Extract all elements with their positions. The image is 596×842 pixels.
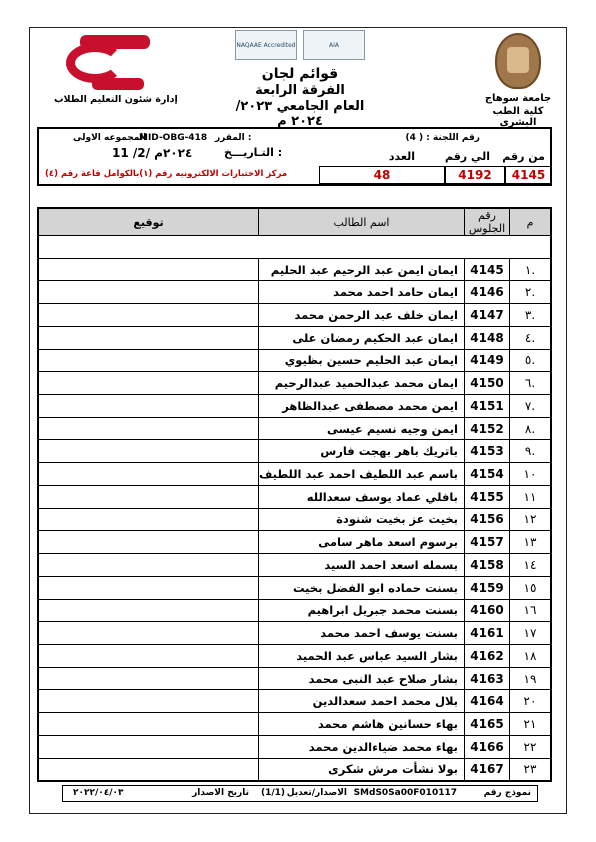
row-index: .٩: [510, 440, 552, 463]
row-seat-number: 4151: [465, 395, 510, 418]
row-student-name: ايمن وجيه نسيم عيسى: [258, 417, 464, 440]
row-student-name: بخيت عز بخيت شنودة: [258, 508, 464, 531]
row-index: ١٨: [510, 644, 552, 667]
table-row: [38, 735, 551, 758]
row-student-name: برسوم اسعد ماهر سامى: [258, 531, 464, 554]
row-seat-number: 4157: [465, 531, 510, 554]
date-value: 11 /2/ ٢٠٢٤م: [112, 146, 193, 160]
group-name: المجموعه الاولى: [73, 133, 147, 143]
row-seat-number: 4163: [465, 667, 510, 690]
row-student-name: ايمان محمد عبدالحميد عبدالرحيم: [258, 372, 464, 395]
row-signature-cell: [38, 599, 258, 622]
row-seat-number: 4149: [465, 349, 510, 372]
table-header-row: [38, 208, 551, 236]
grade-title: الفرقة الرابعة: [255, 83, 345, 98]
row-student-name: بشار صلاح عبد النبى محمد: [258, 667, 464, 690]
row-signature-cell: [38, 395, 258, 418]
table-row: [38, 622, 551, 645]
edition-label: الاصدار/تعديل: [286, 788, 347, 798]
row-student-name: ايمان عبد الحليم حسين بظيوي: [258, 349, 464, 372]
table-row: [38, 417, 551, 440]
row-student-name: بسمله اسعد احمد السيد: [258, 554, 464, 577]
row-student-name: بهاء حسانين هاشم محمد: [258, 713, 464, 736]
document-title-block: [220, 30, 380, 129]
table-row: [38, 690, 551, 713]
issue-date-value: ٢٠٢٢/٠٤/٠٣: [73, 788, 124, 798]
row-signature-cell: [38, 758, 258, 781]
table-row: [38, 440, 551, 463]
exam-info-box: [37, 127, 552, 186]
row-student-name: ايمن محمد مصطفى عبدالظاهر: [258, 395, 464, 418]
model-value: SMdS0Sa00F010117: [353, 788, 457, 798]
academic-year: العام الجامعي ٢٠٢٣/ ٢٠٢٤ م: [235, 99, 365, 129]
students-table: [37, 207, 552, 782]
table-row: [38, 667, 551, 690]
university-name: جامعة سوهاج: [484, 93, 552, 104]
row-seat-number: 4160: [465, 599, 510, 622]
from-label: من رقم: [502, 150, 545, 163]
accreditation-logo-icon: NAQAAE Accredited: [235, 30, 297, 60]
table-row: [38, 758, 551, 781]
count-value: 48: [319, 166, 445, 184]
row-seat-number: 4166: [465, 735, 510, 758]
row-signature-cell: [38, 531, 258, 554]
row-student-name: بسنت محمد جبريل ابراهيم: [258, 599, 464, 622]
row-index: ٢١: [510, 713, 552, 736]
row-index: ١٦: [510, 599, 552, 622]
row-student-name: ايمان ايمن عبد الرحيم عبد الحليم: [258, 258, 464, 281]
table-row: [38, 326, 551, 349]
row-seat-number: 4150: [465, 372, 510, 395]
row-seat-number: 4158: [465, 554, 510, 577]
faculty-logo-icon: [58, 35, 150, 90]
row-signature-cell: [38, 508, 258, 531]
row-signature-cell: [38, 667, 258, 690]
course-label: المقرر :: [215, 133, 252, 143]
department-name: إدارة شئون التعليم الطلاب: [54, 94, 178, 105]
table-row: [38, 258, 551, 281]
row-index: .٣: [510, 304, 552, 327]
row-index: ١٠: [510, 463, 552, 486]
row-student-name: باتريك باهر بهجت فارس: [258, 440, 464, 463]
row-seat-number: 4146: [465, 281, 510, 304]
accreditation-logos: [220, 30, 380, 60]
table-row: [38, 485, 551, 508]
row-index: .٦: [510, 372, 552, 395]
col-header-sign: توقيع: [38, 208, 258, 236]
count-label: العدد: [388, 150, 415, 163]
row-index: .٧: [510, 395, 552, 418]
university-header: [478, 33, 558, 128]
table-row: [38, 463, 551, 486]
row-index: .٤: [510, 326, 552, 349]
row-seat-number: 4148: [465, 326, 510, 349]
table-row: [38, 713, 551, 736]
row-student-name: بافلي عماد يوسف سعدالله: [258, 485, 464, 508]
col-header-seat: رقم الجلوس: [465, 208, 510, 236]
row-index: ٢٠: [510, 690, 552, 713]
row-student-name: ايمان خلف عبد الرحمن محمد: [258, 304, 464, 327]
row-seat-number: 4154: [465, 463, 510, 486]
row-index: .٨: [510, 417, 552, 440]
row-seat-number: 4167: [465, 758, 510, 781]
row-signature-cell: [38, 326, 258, 349]
row-student-name: بشار السيد عباس عبد الحميد: [258, 644, 464, 667]
row-seat-number: 4152: [465, 417, 510, 440]
edition-value: (1/1): [260, 788, 285, 798]
row-signature-cell: [38, 644, 258, 667]
from-value: 4145: [505, 166, 552, 184]
row-index: ١٩: [510, 667, 552, 690]
table-row: [38, 531, 551, 554]
university-seal-icon: [495, 33, 541, 89]
row-signature-cell: [38, 258, 258, 281]
row-index: ١١: [510, 485, 552, 508]
course-code: MID-OBG-418: [139, 133, 208, 143]
date-label: التـاريـــخ :: [224, 146, 283, 159]
to-value: 4192: [445, 166, 505, 184]
row-signature-cell: [38, 576, 258, 599]
issue-date-label: تاريخ الاصدار: [192, 788, 249, 798]
col-header-m: م: [510, 208, 552, 236]
row-signature-cell: [38, 713, 258, 736]
row-student-name: ايمان عبد الحكيم رمضان على: [258, 326, 464, 349]
table-row: [38, 349, 551, 372]
table-row: [38, 644, 551, 667]
table-spacer-row: [38, 236, 551, 259]
committee-number: رقم اللجنة : ( 4): [405, 133, 480, 143]
row-index: .١: [510, 258, 552, 281]
table-row: [38, 554, 551, 577]
row-signature-cell: [38, 690, 258, 713]
row-seat-number: 4153: [465, 440, 510, 463]
row-signature-cell: [38, 372, 258, 395]
row-signature-cell: [38, 485, 258, 508]
col-header-name: اسم الطالب: [258, 208, 464, 236]
row-signature-cell: [38, 622, 258, 645]
row-index: ١٥: [510, 576, 552, 599]
department-header: [54, 35, 178, 105]
row-signature-cell: [38, 735, 258, 758]
row-index: .٢: [510, 281, 552, 304]
to-label: الي رقم: [444, 150, 490, 163]
table-row: [38, 372, 551, 395]
row-signature-cell: [38, 304, 258, 327]
model-label: نموذج رقم: [483, 788, 531, 798]
row-signature-cell: [38, 440, 258, 463]
aia-logo-icon: AIA: [303, 30, 365, 60]
row-seat-number: 4164: [465, 690, 510, 713]
row-seat-number: 4159: [465, 576, 510, 599]
row-student-name: بولا نشأت مرش شكرى: [258, 758, 464, 781]
table-row: [38, 576, 551, 599]
page-title: قوائم لجان: [261, 66, 339, 82]
row-seat-number: 4155: [465, 485, 510, 508]
row-student-name: بهاء محمد ضياءالدين محمد: [258, 735, 464, 758]
row-signature-cell: [38, 463, 258, 486]
row-seat-number: 4156: [465, 508, 510, 531]
row-index: ١٢: [510, 508, 552, 531]
document-footer: [62, 785, 538, 802]
table-row: [38, 304, 551, 327]
row-signature-cell: [38, 554, 258, 577]
row-index: ١٤: [510, 554, 552, 577]
row-student-name: باسم عبد اللطيف احمد عبد اللطيف: [258, 463, 464, 486]
row-index: .٥: [510, 349, 552, 372]
row-index: ١٧: [510, 622, 552, 645]
table-row: [38, 281, 551, 304]
row-seat-number: 4162: [465, 644, 510, 667]
table-row: [38, 395, 551, 418]
exam-center: مركز الاختبارات الالكترونيه رقم (١)بالكوامل قاعة رقم (٤): [45, 169, 288, 179]
row-index: ٢٢: [510, 735, 552, 758]
row-signature-cell: [38, 281, 258, 304]
row-seat-number: 4147: [465, 304, 510, 327]
row-student-name: بلال محمد احمد سعدالدين: [258, 690, 464, 713]
students-table-body: [38, 258, 551, 781]
row-student-name: بسنت يوسف احمد محمد: [258, 622, 464, 645]
faculty-name: كلية الطب البشرى: [492, 106, 544, 128]
row-seat-number: 4145: [465, 258, 510, 281]
row-seat-number: 4161: [465, 622, 510, 645]
row-student-name: ايمان حامد احمد محمد: [258, 281, 464, 304]
row-student-name: بسنت حماده ابو الفضل بخيت: [258, 576, 464, 599]
row-signature-cell: [38, 349, 258, 372]
row-seat-number: 4165: [465, 713, 510, 736]
row-index: ٢٣: [510, 758, 552, 781]
table-row: [38, 508, 551, 531]
row-index: ١٣: [510, 531, 552, 554]
table-row: [38, 599, 551, 622]
row-signature-cell: [38, 417, 258, 440]
